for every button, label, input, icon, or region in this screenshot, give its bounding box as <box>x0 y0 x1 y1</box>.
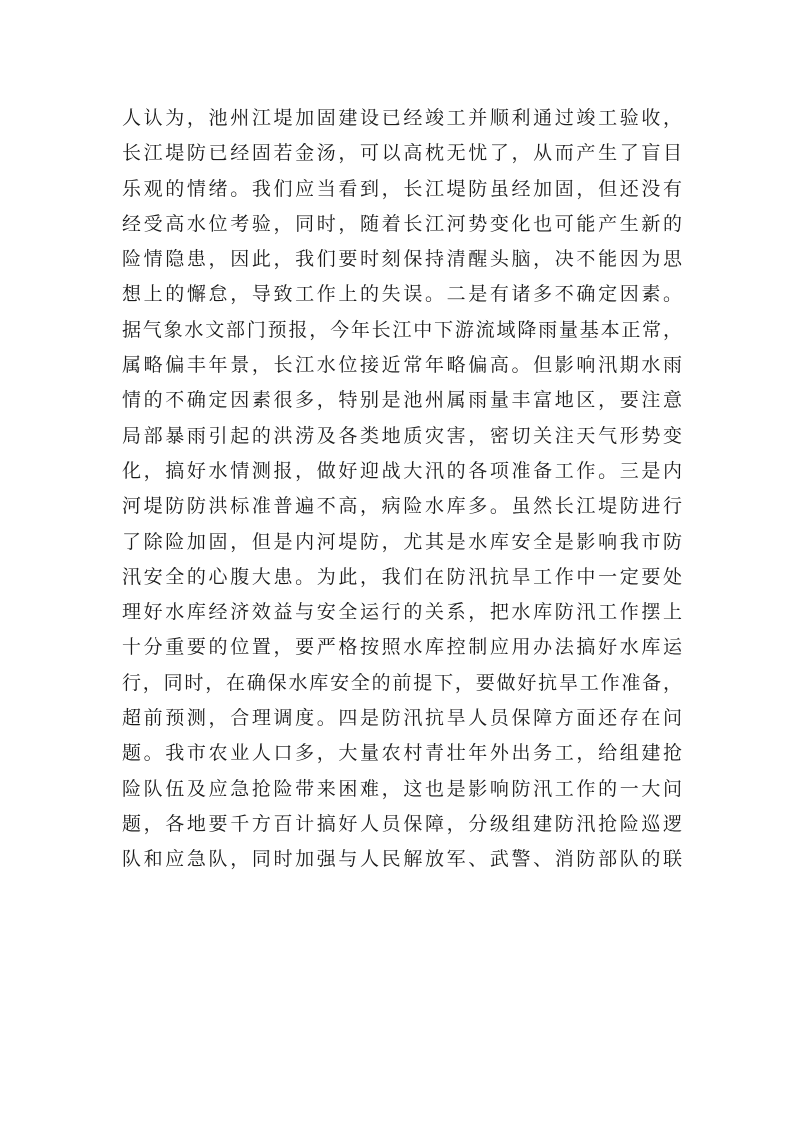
text-line: 险情隐患，因此，我们要时刻保持清醒头脑，决不能因为思 <box>122 248 682 271</box>
text-line: 汛安全的心腹大患。为此，我们在防汛抗旱工作中一定要处 <box>122 565 682 588</box>
text-line: 题。我市农业人口多，大量农村青壮年外出务工，给组建抢 <box>122 742 682 765</box>
text-line: 队和应急队，同时加强与人民解放军、武警、消防部队的联 <box>122 848 682 871</box>
text-line: 人认为，池州江堤加固建设已经竣工并顺利通过竣工验收， <box>122 107 682 129</box>
text-line: 想上的懈怠，导致工作上的失误。二是有诸多不确定因素。 <box>122 283 682 306</box>
body-text <box>122 101 682 878</box>
text-line: 河堤防防洪标准普遍不高，病险水库多。虽然长江堤防进行 <box>122 495 682 518</box>
text-line: 了除险加固，但是内河堤防，尤其是水库安全是影响我市防 <box>122 530 682 553</box>
text-line: 行，同时，在确保水库安全的前提下，要做好抗旱工作准备， <box>122 671 682 694</box>
text-line: 情的不确定因素很多，特别是池州属雨量丰富地区，要注意 <box>122 389 682 412</box>
text-line: 经受高水位考验，同时，随着长江河势变化也可能产生新的 <box>122 212 682 235</box>
text-line: 十分重要的位置，要严格按照水库控制应用办法搞好水库运 <box>122 636 682 659</box>
text-line: 理好水库经济效益与安全运行的关系，把水库防汛工作摆上 <box>122 601 682 624</box>
text-line: 属略偏丰年景，长江水位接近常年略偏高。但影响汛期水雨 <box>122 354 682 377</box>
text-line: 据气象水文部门预报，今年长江中下游流域降雨量基本正常， <box>122 318 682 341</box>
text-line: 险队伍及应急抢险带来困难，这也是影响防汛工作的一大问 <box>122 777 682 800</box>
text-line: 乐观的情绪。我们应当看到，长江堤防虽经加固，但还没有 <box>122 177 682 200</box>
text-line: 化，搞好水情测报，做好迎战大汛的各项准备工作。三是内 <box>122 459 682 482</box>
text-line: 题，各地要千方百计搞好人员保障，分级组建防汛抢险巡逻 <box>122 812 682 835</box>
text-line: 超前预测，合理调度。四是防汛抗旱人员保障方面还存在问 <box>122 707 682 730</box>
text-line: 长江堤防已经固若金汤，可以高枕无忧了，从而产生了盲目 <box>122 142 682 165</box>
text-line: 局部暴雨引起的洪涝及各类地质灾害，密切关注天气形势变 <box>122 424 682 447</box>
